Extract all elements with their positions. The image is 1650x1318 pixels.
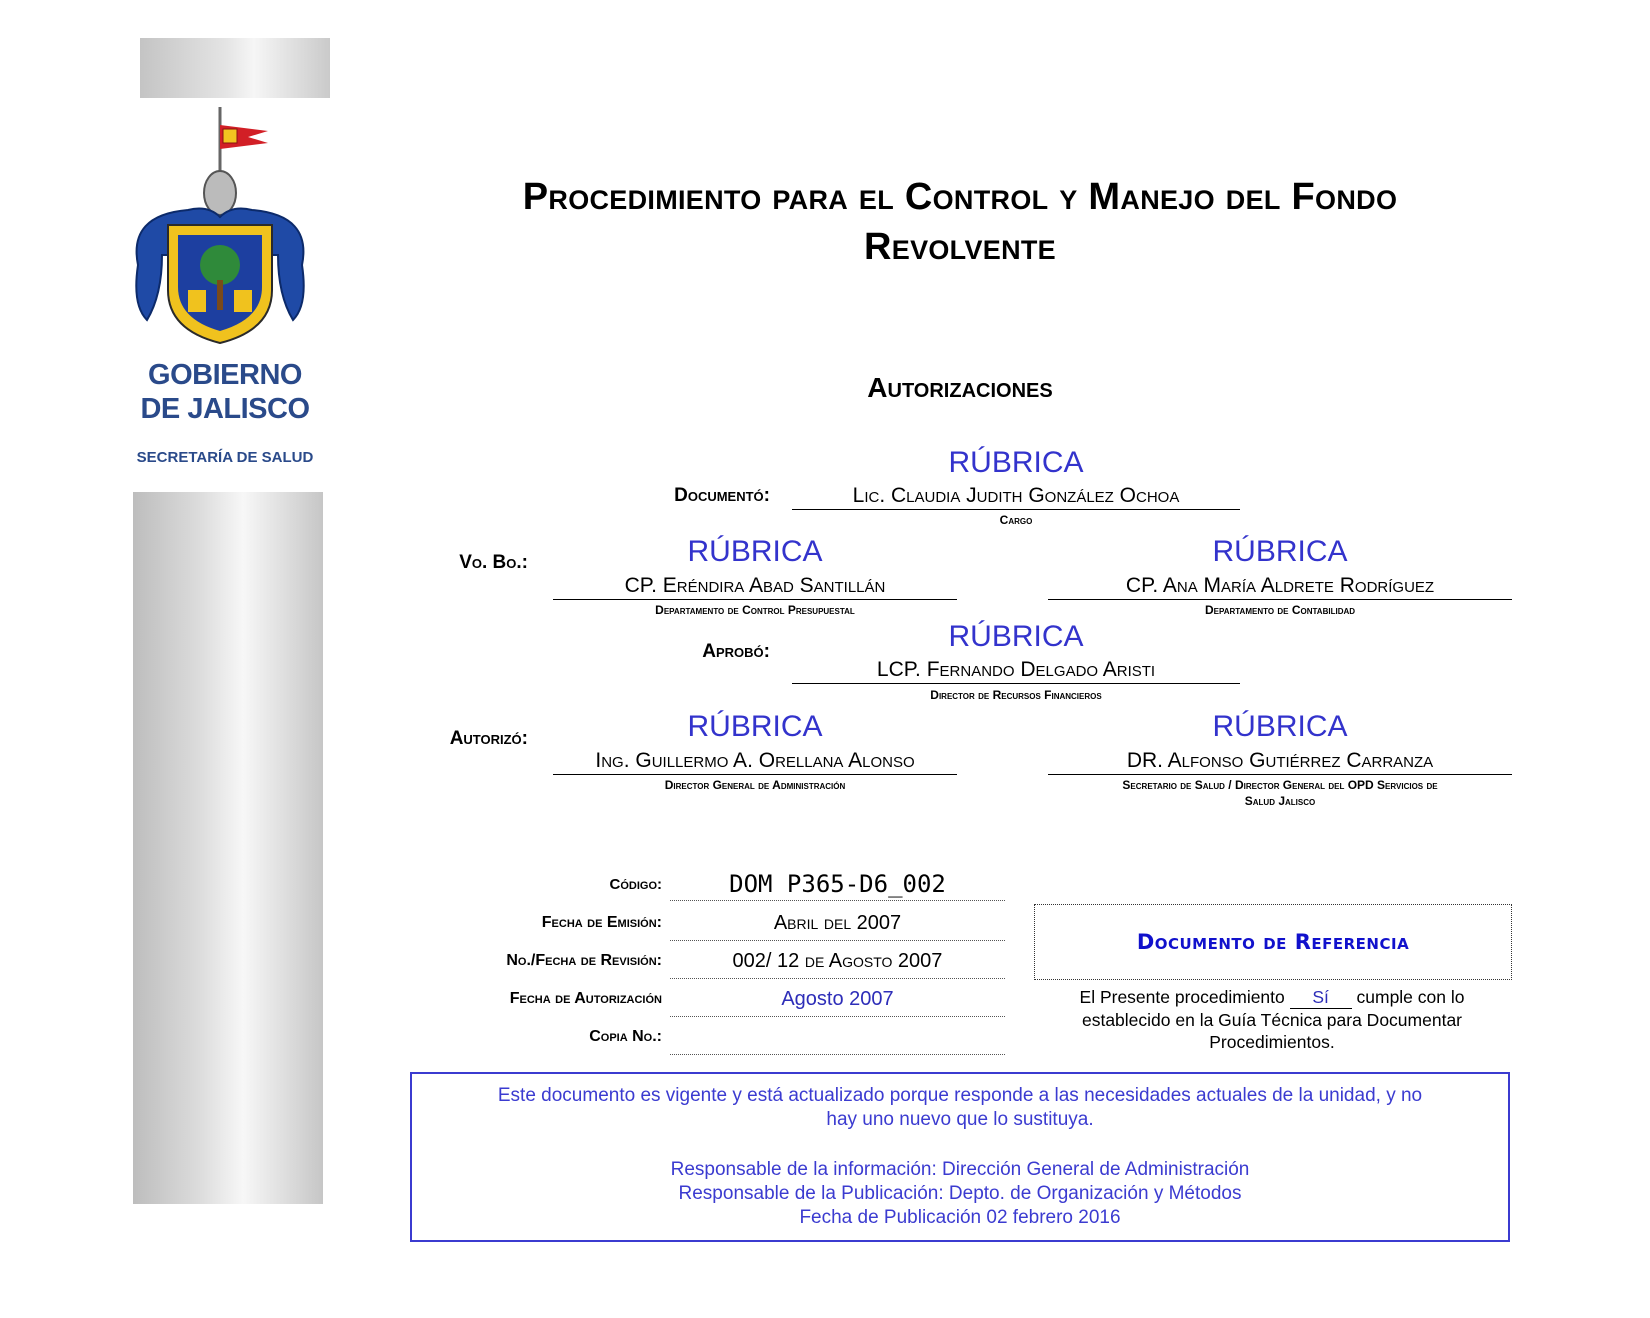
reference-title: Documento de Referencia: [1136, 930, 1410, 954]
copia-label: Copia No.:: [589, 1028, 662, 1045]
documento-label: Documentó:: [674, 485, 770, 506]
aprobo-label: Aprobó:: [702, 641, 770, 662]
autorizo-right-role: [1048, 777, 1512, 809]
vobo-left-role: Departamento de Control Presupuestal: [655, 603, 855, 617]
side-gray-panel: [133, 492, 323, 1204]
authorizations-heading: Autorizaciones: [867, 372, 1053, 403]
autorizacion-value: Agosto 2007: [670, 982, 1005, 1017]
codigo-value: DOM P365-D6_002: [670, 868, 1005, 901]
aprobo-signature: RÚBRICA: [948, 620, 1084, 653]
aprobo-name: LCP. Fernando Delgado Aristi: [792, 658, 1240, 684]
vobo-right-name: CP. Ana María Aldrete Rodríguez: [1048, 574, 1512, 600]
validity-line-3: Responsable de la información: Dirección General de Administración: [670, 1159, 1250, 1180]
documento-role: Cargo: [999, 513, 1033, 527]
reference-text-after: cumple con lo: [1351, 987, 1465, 1007]
secretaria-label: SECRETARÍA DE SALUD: [136, 449, 314, 466]
validity-spacer: [412, 1132, 1508, 1158]
revision-label: No./Fecha de Revisión:: [506, 952, 662, 969]
validity-line-2: hay uno nuevo que lo sustituya.: [826, 1109, 1094, 1130]
top-gray-bar: [140, 38, 330, 98]
gov-line-1: GOBIERNO: [148, 359, 302, 391]
vobo-left-name: CP. Eréndira Abad Santillán: [553, 574, 957, 600]
emision-label: Fecha de Emisión:: [541, 914, 662, 931]
gov-title: [120, 358, 330, 426]
autorizacion-label: Fecha de Autorización: [509, 990, 662, 1007]
codigo-label: Código:: [609, 876, 662, 893]
vobo-right-signature: RÚBRICA: [1212, 535, 1348, 568]
title-line-2: Revolvente: [864, 226, 1056, 268]
vobo-right-role: Departamento de Contabilidad: [1204, 603, 1356, 617]
autorizo-left-signature: RÚBRICA: [687, 710, 823, 743]
autorizo-left-role: Director General de Administración: [664, 778, 846, 792]
documento-signature: RÚBRICA: [948, 446, 1084, 479]
aprobo-role: Director de Recursos Financieros: [930, 688, 1102, 702]
vobo-left-signature: RÚBRICA: [687, 535, 823, 568]
vobo-label: Vo. Bo.:: [459, 552, 528, 573]
autorizo-label: Autorizó:: [449, 728, 528, 749]
gov-line-2: DE JALISCO: [140, 393, 310, 425]
autorizo-right-signature: RÚBRICA: [1212, 710, 1348, 743]
autorizo-right-name: DR. Alfonso Gutiérrez Carranza: [1048, 749, 1512, 775]
autorizo-right-role-line-2: Salud Jalisco: [1244, 794, 1316, 808]
copia-value: [670, 1020, 1005, 1055]
reference-note-line-2: establecido en la Guía Técnica para Documentar: [1081, 1010, 1463, 1030]
reference-note-line-3: Procedimientos.: [1209, 1032, 1335, 1052]
validity-line-4: Responsable de la Publicación: Depto. de Organización y Métodos: [678, 1183, 1242, 1204]
emision-value: Abril del 2007: [670, 906, 1005, 941]
validity-note-box: [410, 1072, 1510, 1242]
reference-answer: [1290, 986, 1352, 1009]
reference-text-before: El Presente procedimiento: [1079, 987, 1290, 1007]
title-line-1: Procedimiento para el Control y Manejo del Fondo: [522, 176, 1398, 218]
reference-answer-text: Sí: [1312, 987, 1329, 1007]
reference-note-line-1: [1030, 986, 1514, 1009]
validity-line-5: Fecha de Publicación 02 febrero 2016: [799, 1207, 1121, 1228]
page-title: [420, 172, 1500, 272]
autorizo-right-role-line-1: Secretario de Salud / Director General del OPD Servicios de: [1122, 778, 1438, 792]
autorizo-left-name: Ing. Guillermo A. Orellana Alonso: [553, 749, 957, 775]
reference-box: [1034, 904, 1512, 980]
revision-value: 002/ 12 de Agosto 2007: [670, 944, 1005, 979]
validity-line-1: Este documento es vigente y está actualizado porque responde a las necesidades actuales de la unidad, y no: [497, 1085, 1423, 1106]
documento-name: Lic. Claudia Judith González Ochoa: [792, 484, 1240, 510]
coat-of-arms-icon: [128, 105, 308, 345]
reference-note: [1030, 986, 1514, 1053]
